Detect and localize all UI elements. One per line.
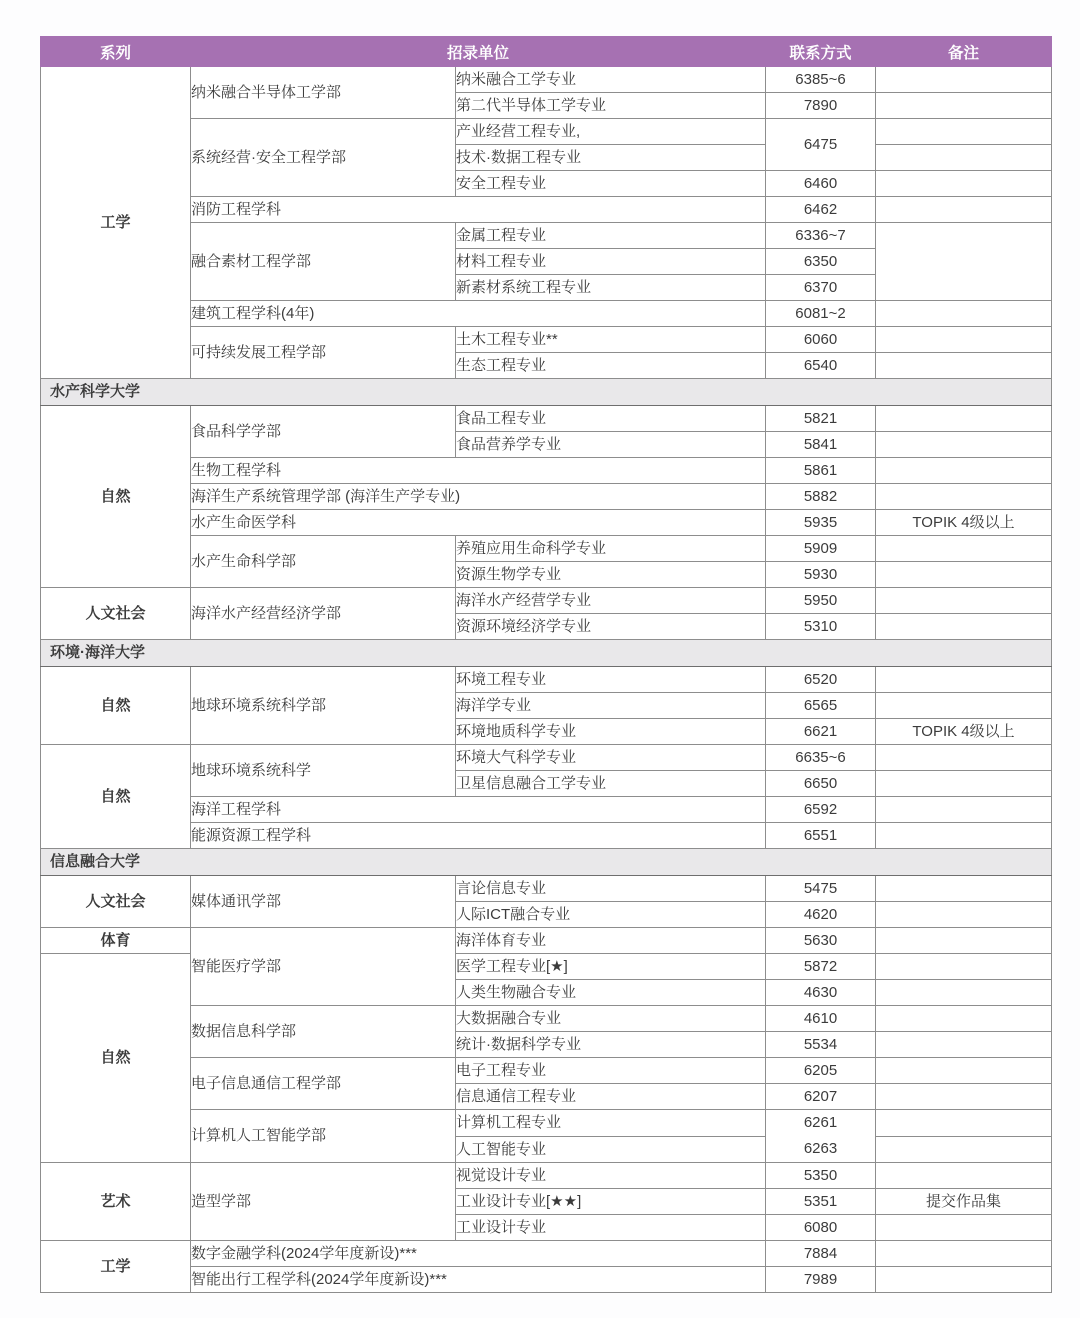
contact-number: 6261 bbox=[803, 1114, 838, 1131]
dept-cell: 地球环境系统科学部 bbox=[191, 667, 456, 745]
table-row bbox=[41, 588, 1052, 614]
table-row bbox=[41, 1267, 1052, 1293]
note-cell bbox=[876, 1215, 1052, 1241]
contact-cell: 4630 bbox=[766, 980, 876, 1006]
contact-cell: 6650 bbox=[766, 771, 876, 797]
table-row bbox=[41, 1058, 1052, 1084]
major-cell: 土木工程专业** bbox=[456, 327, 766, 353]
contact-cell: 5930 bbox=[766, 562, 876, 588]
major-cell: 环境工程专业 bbox=[456, 667, 766, 693]
dept-cell: 电子信息通信工程学部 bbox=[191, 1058, 456, 1110]
contact-cell: 6551 bbox=[766, 823, 876, 849]
contact-cell: 6336~7 bbox=[766, 223, 876, 249]
major-cell: 材料工程专业 bbox=[456, 249, 766, 275]
major-cell: 卫星信息融合工学专业 bbox=[456, 771, 766, 797]
section-band-row bbox=[41, 849, 1052, 876]
contact-cell: 6205 bbox=[766, 1058, 876, 1084]
major-cell: 食品营养学专业 bbox=[456, 432, 766, 458]
note-cell bbox=[876, 614, 1052, 640]
note-cell bbox=[876, 928, 1052, 954]
note-cell bbox=[876, 353, 1052, 379]
note-cell bbox=[876, 745, 1052, 771]
unit-cell: 消防工程学科 bbox=[191, 197, 766, 223]
major-cell: 环境地质科学专业 bbox=[456, 719, 766, 745]
contact-cell: 6080 bbox=[766, 1215, 876, 1241]
table-header-row bbox=[41, 37, 1052, 67]
dept-cell: 系统经营·安全工程学部 bbox=[191, 119, 456, 197]
series-cell: 艺术 bbox=[41, 1163, 191, 1241]
note-cell bbox=[876, 980, 1052, 1006]
major-cell: 海洋水产经营学专业 bbox=[456, 588, 766, 614]
note-cell bbox=[876, 823, 1052, 849]
major-cell: 海洋学专业 bbox=[456, 693, 766, 719]
section-band-label: 环境·海洋大学 bbox=[41, 640, 1052, 667]
unit-cell: 海洋工程学科 bbox=[191, 797, 766, 823]
contact-cell: 5821 bbox=[766, 406, 876, 432]
contact-cell: 6592 bbox=[766, 797, 876, 823]
note-cell: 提交作品集 bbox=[876, 1189, 1052, 1215]
contact-cell: 5630 bbox=[766, 928, 876, 954]
dept-cell: 可持续发展工程学部 bbox=[191, 327, 456, 379]
note-cell bbox=[876, 301, 1052, 327]
series-cell: 自然 bbox=[41, 406, 191, 588]
dept-cell: 数据信息科学部 bbox=[191, 1006, 456, 1058]
note-cell bbox=[876, 145, 1052, 171]
major-cell: 养殖应用生命科学专业 bbox=[456, 536, 766, 562]
note-cell bbox=[876, 1136, 1052, 1163]
table-row bbox=[41, 1241, 1052, 1267]
series-cell: 人文社会 bbox=[41, 876, 191, 928]
major-cell: 人际ICT融合专业 bbox=[456, 902, 766, 928]
note-cell bbox=[876, 902, 1052, 928]
contact-cell: 6635~6 bbox=[766, 745, 876, 771]
contact-cell: 5350 bbox=[766, 1163, 876, 1189]
major-cell: 医学工程专业[★] bbox=[456, 954, 766, 980]
contact-cell: 5872 bbox=[766, 954, 876, 980]
contact-cell: 6621 bbox=[766, 719, 876, 745]
table-row bbox=[41, 197, 1052, 223]
contact-cell: 6540 bbox=[766, 353, 876, 379]
major-cell: 统计·数据科学专业 bbox=[456, 1032, 766, 1058]
unit-cell: 生物工程学科 bbox=[191, 458, 766, 484]
note-cell bbox=[876, 876, 1052, 902]
contact-cell: 7890 bbox=[766, 93, 876, 119]
contact-cell: 6081~2 bbox=[766, 301, 876, 327]
note-cell bbox=[876, 327, 1052, 353]
note-cell bbox=[876, 458, 1052, 484]
series-cell: 体育 bbox=[41, 928, 191, 954]
table-row bbox=[41, 876, 1052, 902]
unit-cell: 能源资源工程学科 bbox=[191, 823, 766, 849]
note-cell bbox=[876, 406, 1052, 432]
note-cell bbox=[876, 562, 1052, 588]
unit-cell: 数字金融学科(2024学年度新设)*** bbox=[191, 1241, 766, 1267]
contact-cell bbox=[766, 1110, 876, 1163]
table-row bbox=[41, 928, 1052, 954]
dept-cell: 融合素材工程学部 bbox=[191, 223, 456, 301]
table-row bbox=[41, 510, 1052, 536]
major-cell: 大数据融合专业 bbox=[456, 1006, 766, 1032]
dept-cell: 地球环境系统科学 bbox=[191, 745, 456, 797]
note-cell bbox=[876, 693, 1052, 719]
contact-cell: 4610 bbox=[766, 1006, 876, 1032]
contact-cell: 5534 bbox=[766, 1032, 876, 1058]
table-row bbox=[41, 327, 1052, 353]
table-row bbox=[41, 484, 1052, 510]
note-cell bbox=[876, 797, 1052, 823]
major-cell: 信息通信工程专业 bbox=[456, 1084, 766, 1110]
major-cell: 金属工程专业 bbox=[456, 223, 766, 249]
contact-cell: 6370 bbox=[766, 275, 876, 301]
section-band-row bbox=[41, 379, 1052, 406]
note-cell bbox=[876, 432, 1052, 458]
major-cell: 生态工程专业 bbox=[456, 353, 766, 379]
major-cell: 言论信息专业 bbox=[456, 876, 766, 902]
contact-cell: 5950 bbox=[766, 588, 876, 614]
unit-cell: 建筑工程学科(4年) bbox=[191, 301, 766, 327]
note-cell bbox=[876, 667, 1052, 693]
major-cell: 工业设计专业 bbox=[456, 1215, 766, 1241]
major-cell: 新素材系统工程专业 bbox=[456, 275, 766, 301]
note-cell bbox=[876, 1032, 1052, 1058]
note-cell bbox=[876, 588, 1052, 614]
contact-cell: 5351 bbox=[766, 1189, 876, 1215]
series-cell: 自然 bbox=[41, 667, 191, 745]
note-cell bbox=[876, 171, 1052, 197]
contact-cell: 5475 bbox=[766, 876, 876, 902]
admission-contact-table bbox=[40, 36, 1052, 1293]
note-cell bbox=[876, 1267, 1052, 1293]
note-cell bbox=[876, 93, 1052, 119]
note-cell bbox=[876, 954, 1052, 980]
major-cell: 资源环境经济学专业 bbox=[456, 614, 766, 640]
series-cell: 工学 bbox=[41, 1241, 191, 1293]
contact-number: 6263 bbox=[803, 1140, 838, 1157]
table-row bbox=[41, 301, 1052, 327]
note-cell bbox=[876, 67, 1052, 93]
dept-cell: 计算机人工智能学部 bbox=[191, 1110, 456, 1163]
note-cell bbox=[876, 1110, 1052, 1137]
unit-cell: 水产生命医学科 bbox=[191, 510, 766, 536]
major-cell: 工业设计专业[★★] bbox=[456, 1189, 766, 1215]
section-band-label: 水产科学大学 bbox=[41, 379, 1052, 406]
contact-cell: 4620 bbox=[766, 902, 876, 928]
contact-cell: 5909 bbox=[766, 536, 876, 562]
unit-cell: 海洋生产系统管理学部 (海洋生产学专业) bbox=[191, 484, 766, 510]
contact-cell: 6207 bbox=[766, 1084, 876, 1110]
section-band-label: 信息融合大学 bbox=[41, 849, 1052, 876]
dept-cell: 水产生命科学部 bbox=[191, 536, 456, 588]
dept-cell: 食品科学学部 bbox=[191, 406, 456, 458]
major-cell: 食品工程专业 bbox=[456, 406, 766, 432]
major-cell: 环境大气科学专业 bbox=[456, 745, 766, 771]
major-cell: 资源生物学专业 bbox=[456, 562, 766, 588]
table-body bbox=[41, 67, 1052, 1293]
note-cell bbox=[876, 1058, 1052, 1084]
section-band-row bbox=[41, 640, 1052, 667]
contact-cell: 7989 bbox=[766, 1267, 876, 1293]
contact-cell: 6350 bbox=[766, 249, 876, 275]
note-cell bbox=[876, 536, 1052, 562]
note-cell bbox=[876, 119, 1052, 145]
note-cell bbox=[876, 197, 1052, 223]
major-cell: 纳米融合工学专业 bbox=[456, 67, 766, 93]
series-cell: 自然 bbox=[41, 954, 191, 1163]
table-row bbox=[41, 1110, 1052, 1137]
major-cell: 海洋体育专业 bbox=[456, 928, 766, 954]
dept-cell: 媒体通讯学部 bbox=[191, 876, 456, 928]
contact-cell: 6460 bbox=[766, 171, 876, 197]
contact-cell: 5935 bbox=[766, 510, 876, 536]
header-cell-note: 备注 bbox=[876, 37, 1052, 67]
contact-cell: 6060 bbox=[766, 327, 876, 353]
table-row bbox=[41, 223, 1052, 249]
contact-cell: 5310 bbox=[766, 614, 876, 640]
major-cell: 人工智能专业 bbox=[456, 1136, 766, 1163]
note-cell: TOPIK 4级以上 bbox=[876, 510, 1052, 536]
note-cell: TOPIK 4级以上 bbox=[876, 719, 1052, 745]
major-cell: 人类生物融合专业 bbox=[456, 980, 766, 1006]
dept-cell: 纳米融合半导体工学部 bbox=[191, 67, 456, 119]
table-row bbox=[41, 458, 1052, 484]
note-cell bbox=[876, 484, 1052, 510]
table-row bbox=[41, 119, 1052, 145]
note-cell bbox=[876, 223, 1052, 301]
table-row bbox=[41, 667, 1052, 693]
contact-cell: 6385~6 bbox=[766, 67, 876, 93]
dept-cell: 智能医疗学部 bbox=[191, 928, 456, 1006]
series-cell: 人文社会 bbox=[41, 588, 191, 640]
note-cell bbox=[876, 1241, 1052, 1267]
major-cell: 技术·数据工程专业 bbox=[456, 145, 766, 171]
contact-cell: 5882 bbox=[766, 484, 876, 510]
contact-cell: 5841 bbox=[766, 432, 876, 458]
major-cell: 安全工程专业 bbox=[456, 171, 766, 197]
table-row bbox=[41, 745, 1052, 771]
table-row bbox=[41, 1006, 1052, 1032]
contact-cell: 6462 bbox=[766, 197, 876, 223]
contact-cell: 7884 bbox=[766, 1241, 876, 1267]
major-cell: 计算机工程专业 bbox=[456, 1110, 766, 1137]
note-cell bbox=[876, 1084, 1052, 1110]
table-row bbox=[41, 823, 1052, 849]
header-cell-series: 系列 bbox=[41, 37, 191, 67]
note-cell bbox=[876, 1006, 1052, 1032]
unit-cell: 智能出行工程学科(2024学年度新设)*** bbox=[191, 1267, 766, 1293]
dept-cell: 海洋水产经营经济学部 bbox=[191, 588, 456, 640]
contact-cell: 6520 bbox=[766, 667, 876, 693]
note-cell bbox=[876, 1163, 1052, 1189]
major-cell: 视觉设计专业 bbox=[456, 1163, 766, 1189]
series-cell: 自然 bbox=[41, 745, 191, 849]
contact-cell: 5861 bbox=[766, 458, 876, 484]
table-row bbox=[41, 406, 1052, 432]
note-cell bbox=[876, 771, 1052, 797]
table-row bbox=[41, 797, 1052, 823]
table-row bbox=[41, 1163, 1052, 1189]
dept-cell: 造型学部 bbox=[191, 1163, 456, 1241]
contact-cell: 6565 bbox=[766, 693, 876, 719]
major-cell: 电子工程专业 bbox=[456, 1058, 766, 1084]
contact-cell: 6475 bbox=[766, 119, 876, 171]
header-cell-unit: 招录单位 bbox=[191, 37, 766, 67]
table-row bbox=[41, 536, 1052, 562]
header-cell-contact: 联系方式 bbox=[766, 37, 876, 67]
major-cell: 产业经营工程专业, bbox=[456, 119, 766, 145]
series-cell: 工学 bbox=[41, 67, 191, 379]
table-row bbox=[41, 67, 1052, 93]
major-cell: 第二代半导体工学专业 bbox=[456, 93, 766, 119]
